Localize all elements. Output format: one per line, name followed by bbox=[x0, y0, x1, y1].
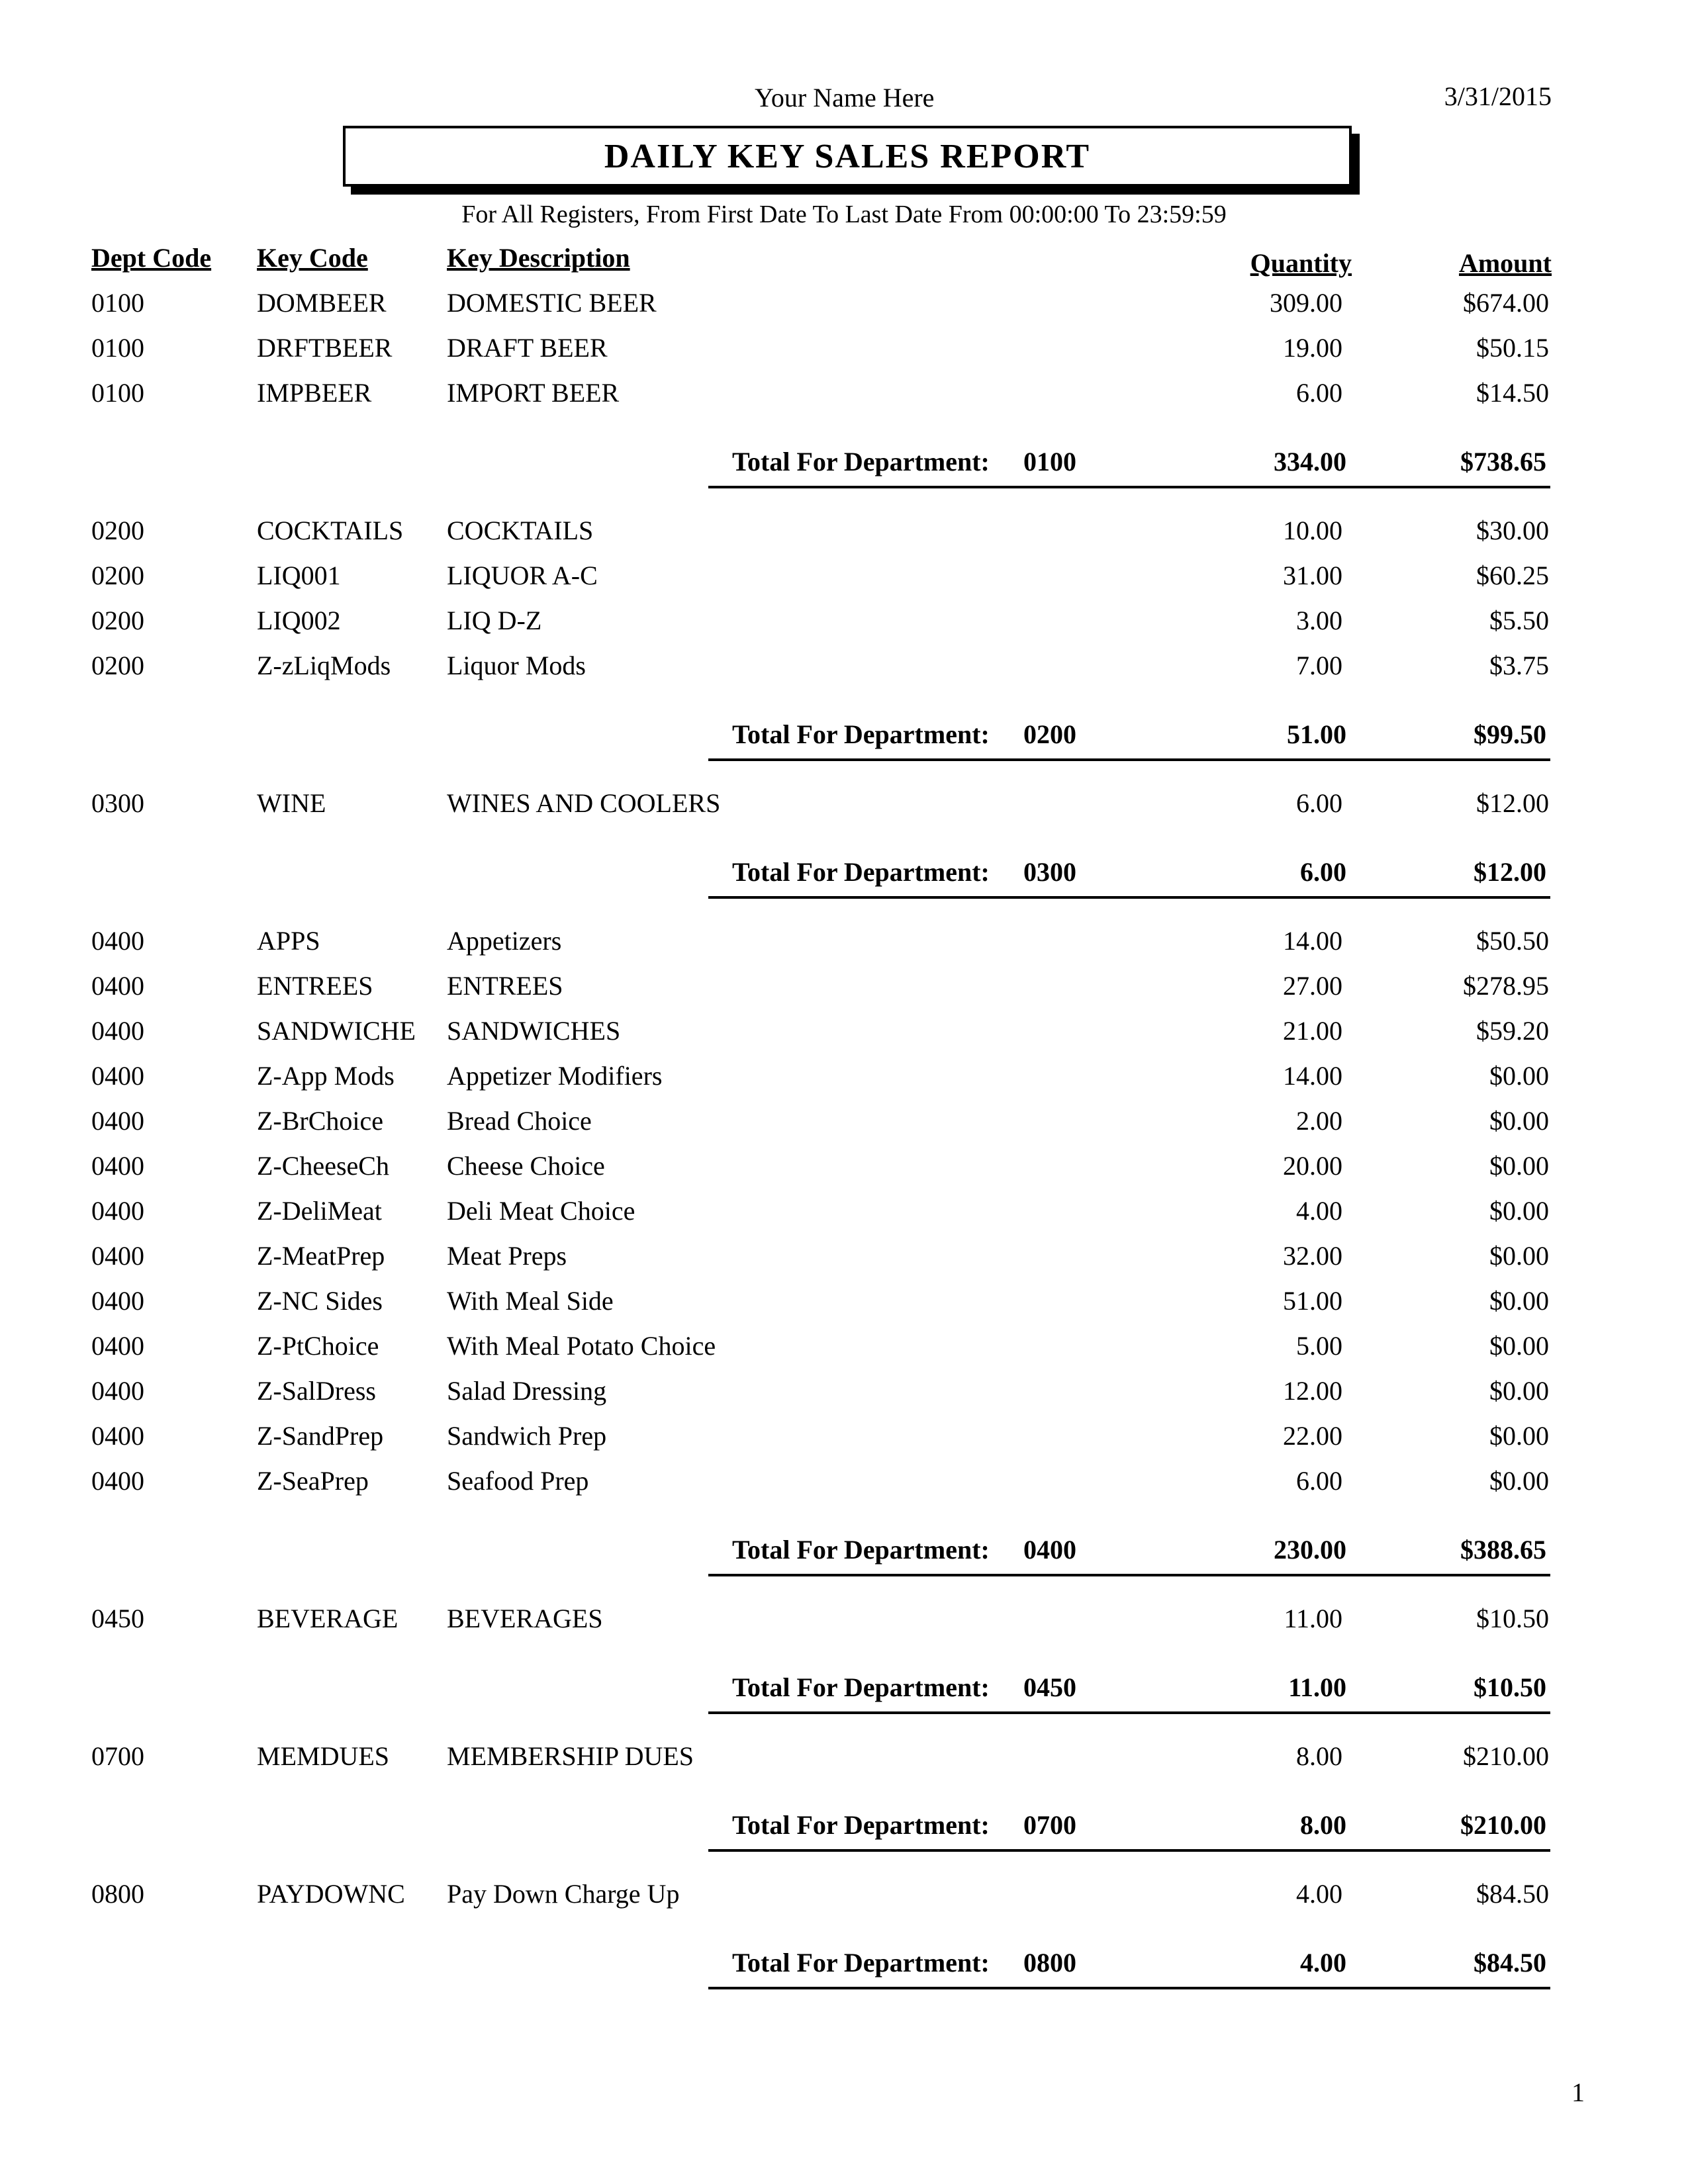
table-row bbox=[0, 1105, 1688, 1145]
row-key-code: Z-NC Sides bbox=[257, 1286, 383, 1316]
row-key-description: LIQ D-Z bbox=[447, 606, 542, 635]
row-dept-code: 0400 bbox=[91, 926, 144, 956]
row-key-code: Z-MeatPrep bbox=[257, 1241, 385, 1271]
row-dept-code: 0450 bbox=[91, 1604, 144, 1633]
row-key-description: Meat Preps bbox=[447, 1241, 567, 1271]
table-row bbox=[0, 377, 1688, 417]
row-amount: $674.00 bbox=[1463, 288, 1549, 318]
table-row bbox=[0, 1420, 1688, 1460]
row-key-description: Seafood Prep bbox=[447, 1466, 589, 1496]
row-amount: $10.50 bbox=[1476, 1604, 1549, 1633]
row-amount: $14.50 bbox=[1476, 378, 1549, 408]
row-amount: $50.15 bbox=[1476, 333, 1549, 363]
table-row bbox=[0, 1465, 1688, 1505]
row-dept-code: 0300 bbox=[91, 788, 144, 818]
total-dept-code: 0300 bbox=[1023, 857, 1076, 887]
total-label: Total For Department: bbox=[732, 857, 990, 887]
row-dept-code: 0100 bbox=[91, 333, 144, 363]
total-amount: $388.65 bbox=[1460, 1535, 1546, 1565]
department-total-row bbox=[708, 1672, 1550, 1714]
table-row bbox=[0, 1060, 1688, 1100]
row-key-description: Appetizer Modifiers bbox=[447, 1061, 663, 1091]
row-amount: $0.00 bbox=[1489, 1286, 1549, 1316]
row-amount: $0.00 bbox=[1489, 1061, 1549, 1091]
report-owner-name: Your Name Here bbox=[755, 83, 935, 113]
total-quantity: 6.00 bbox=[1300, 857, 1346, 887]
row-dept-code: 0400 bbox=[91, 1331, 144, 1361]
row-dept-code: 0100 bbox=[91, 288, 144, 318]
row-key-code: ENTREES bbox=[257, 971, 373, 1001]
row-quantity: 27.00 bbox=[1283, 971, 1342, 1001]
total-quantity: 230.00 bbox=[1274, 1535, 1346, 1565]
table-row bbox=[0, 1741, 1688, 1780]
row-key-description: Pay Down Charge Up bbox=[447, 1879, 680, 1909]
row-key-description: Sandwich Prep bbox=[447, 1421, 607, 1451]
row-dept-code: 0400 bbox=[91, 1151, 144, 1181]
table-row bbox=[0, 1195, 1688, 1235]
row-dept-code: 0400 bbox=[91, 971, 144, 1001]
row-quantity: 20.00 bbox=[1283, 1151, 1342, 1181]
row-dept-code: 0400 bbox=[91, 1376, 144, 1406]
table-row bbox=[0, 1375, 1688, 1415]
total-dept-code: 0800 bbox=[1023, 1948, 1076, 1978]
row-key-description: LIQUOR A-C bbox=[447, 561, 598, 590]
row-dept-code: 0700 bbox=[91, 1741, 144, 1771]
row-key-code: LIQ001 bbox=[257, 561, 341, 590]
row-dept-code: 0400 bbox=[91, 1286, 144, 1316]
column-header-amount: Amount bbox=[1458, 248, 1552, 278]
row-quantity: 4.00 bbox=[1296, 1196, 1342, 1226]
row-dept-code: 0400 bbox=[91, 1016, 144, 1046]
table-row bbox=[0, 970, 1688, 1010]
table-row bbox=[0, 1240, 1688, 1280]
row-dept-code: 0400 bbox=[91, 1061, 144, 1091]
row-key-description: Salad Dressing bbox=[447, 1376, 607, 1406]
row-amount: $5.50 bbox=[1489, 606, 1549, 635]
table-row bbox=[0, 1330, 1688, 1370]
row-amount: $0.00 bbox=[1489, 1421, 1549, 1451]
table-row bbox=[0, 925, 1688, 965]
row-key-code: COCKTAILS bbox=[257, 516, 404, 545]
table-row bbox=[0, 1015, 1688, 1055]
total-amount: $738.65 bbox=[1460, 447, 1546, 477]
row-amount: $60.25 bbox=[1476, 561, 1549, 590]
row-key-description: Appetizers bbox=[447, 926, 562, 956]
total-quantity: 51.00 bbox=[1287, 719, 1346, 749]
total-quantity: 334.00 bbox=[1274, 447, 1346, 477]
row-key-code: Z-CheeseCh bbox=[257, 1151, 389, 1181]
row-key-description: ENTREES bbox=[447, 971, 563, 1001]
table-row bbox=[0, 788, 1688, 827]
row-dept-code: 0200 bbox=[91, 561, 144, 590]
row-key-code: DOMBEER bbox=[257, 288, 387, 318]
row-key-code: Z-SandPrep bbox=[257, 1421, 384, 1451]
row-key-code: APPS bbox=[257, 926, 320, 956]
table-row bbox=[0, 560, 1688, 600]
row-key-code: WINE bbox=[257, 788, 326, 818]
row-quantity: 3.00 bbox=[1296, 606, 1342, 635]
total-amount: $210.00 bbox=[1460, 1810, 1546, 1840]
row-amount: $278.95 bbox=[1463, 971, 1549, 1001]
row-quantity: 14.00 bbox=[1283, 1061, 1342, 1091]
row-amount: $59.20 bbox=[1476, 1016, 1549, 1046]
row-quantity: 8.00 bbox=[1296, 1741, 1342, 1771]
row-quantity: 19.00 bbox=[1283, 333, 1342, 363]
row-key-code: Z-SalDress bbox=[257, 1376, 376, 1406]
row-quantity: 31.00 bbox=[1283, 561, 1342, 590]
table-row bbox=[0, 332, 1688, 372]
row-key-code: Z-DeliMeat bbox=[257, 1196, 382, 1226]
department-total-row bbox=[708, 446, 1550, 488]
total-label: Total For Department: bbox=[732, 447, 990, 477]
table-row bbox=[0, 1603, 1688, 1643]
total-label: Total For Department: bbox=[732, 1535, 990, 1565]
row-dept-code: 0400 bbox=[91, 1466, 144, 1496]
row-dept-code: 0100 bbox=[91, 378, 144, 408]
row-quantity: 21.00 bbox=[1283, 1016, 1342, 1046]
row-quantity: 4.00 bbox=[1296, 1879, 1342, 1909]
row-key-description: BEVERAGES bbox=[447, 1604, 603, 1633]
department-total-row bbox=[708, 1534, 1550, 1576]
row-quantity: 309.00 bbox=[1270, 288, 1342, 318]
row-dept-code: 0200 bbox=[91, 606, 144, 635]
row-amount: $12.00 bbox=[1476, 788, 1549, 818]
column-header-key-description: Key Description bbox=[447, 243, 630, 273]
row-key-code: PAYDOWNC bbox=[257, 1879, 405, 1909]
total-dept-code: 0700 bbox=[1023, 1810, 1076, 1840]
row-key-code: MEMDUES bbox=[257, 1741, 390, 1771]
table-row bbox=[0, 1150, 1688, 1190]
total-dept-code: 0100 bbox=[1023, 447, 1076, 477]
row-quantity: 32.00 bbox=[1283, 1241, 1342, 1271]
row-quantity: 14.00 bbox=[1283, 926, 1342, 956]
row-quantity: 22.00 bbox=[1283, 1421, 1342, 1451]
row-dept-code: 0400 bbox=[91, 1241, 144, 1271]
report-date: 3/31/2015 bbox=[1444, 81, 1552, 111]
row-quantity: 12.00 bbox=[1283, 1376, 1342, 1406]
department-total-row bbox=[708, 719, 1550, 761]
row-quantity: 6.00 bbox=[1296, 378, 1342, 408]
row-dept-code: 0200 bbox=[91, 651, 144, 680]
row-key-description: MEMBERSHIP DUES bbox=[447, 1741, 694, 1771]
row-amount: $50.50 bbox=[1476, 926, 1549, 956]
total-label: Total For Department: bbox=[732, 1672, 990, 1702]
row-key-code: Z-SeaPrep bbox=[257, 1466, 369, 1496]
row-key-code: Z-App Mods bbox=[257, 1061, 395, 1091]
row-amount: $0.00 bbox=[1489, 1151, 1549, 1181]
row-quantity: 51.00 bbox=[1283, 1286, 1342, 1316]
department-total-row bbox=[708, 1809, 1550, 1852]
total-dept-code: 0200 bbox=[1023, 719, 1076, 749]
total-quantity: 4.00 bbox=[1300, 1948, 1346, 1978]
row-amount: $30.00 bbox=[1476, 516, 1549, 545]
row-key-code: Z-BrChoice bbox=[257, 1106, 384, 1136]
row-quantity: 6.00 bbox=[1296, 1466, 1342, 1496]
row-amount: $210.00 bbox=[1463, 1741, 1549, 1771]
total-dept-code: 0400 bbox=[1023, 1535, 1076, 1565]
total-quantity: 8.00 bbox=[1300, 1810, 1346, 1840]
row-quantity: 5.00 bbox=[1296, 1331, 1342, 1361]
row-key-description: Bread Choice bbox=[447, 1106, 592, 1136]
row-key-code: LIQ002 bbox=[257, 606, 341, 635]
row-key-description: DOMESTIC BEER bbox=[447, 288, 657, 318]
row-key-description: With Meal Side bbox=[447, 1286, 614, 1316]
department-total-row bbox=[708, 1947, 1550, 1989]
row-key-description: Cheese Choice bbox=[447, 1151, 605, 1181]
row-key-code: DRFTBEER bbox=[257, 333, 393, 363]
row-quantity: 11.00 bbox=[1284, 1604, 1342, 1633]
table-row bbox=[0, 515, 1688, 555]
page-number: 1 bbox=[1571, 2077, 1585, 2107]
row-key-description: Liquor Mods bbox=[447, 651, 586, 680]
total-amount: $99.50 bbox=[1474, 719, 1546, 749]
row-key-code: SANDWICHE bbox=[257, 1016, 416, 1046]
table-row bbox=[0, 650, 1688, 690]
row-key-description: WINES AND COOLERS bbox=[447, 788, 721, 818]
total-label: Total For Department: bbox=[732, 1810, 990, 1840]
row-dept-code: 0400 bbox=[91, 1421, 144, 1451]
row-quantity: 6.00 bbox=[1296, 788, 1342, 818]
row-key-code: Z-zLiqMods bbox=[257, 651, 391, 680]
row-quantity: 7.00 bbox=[1296, 651, 1342, 680]
total-amount: $12.00 bbox=[1474, 857, 1546, 887]
row-amount: $0.00 bbox=[1489, 1196, 1549, 1226]
row-amount: $0.00 bbox=[1489, 1241, 1549, 1271]
row-key-description: With Meal Potato Choice bbox=[447, 1331, 716, 1361]
report-title: DAILY KEY SALES REPORT bbox=[343, 126, 1352, 187]
row-key-description: IMPORT BEER bbox=[447, 378, 620, 408]
table-row bbox=[0, 605, 1688, 645]
column-header-key-code: Key Code bbox=[257, 243, 368, 273]
row-amount: $0.00 bbox=[1489, 1331, 1549, 1361]
row-key-code: IMPBEER bbox=[257, 378, 372, 408]
total-quantity: 11.00 bbox=[1288, 1672, 1346, 1702]
row-dept-code: 0200 bbox=[91, 516, 144, 545]
row-key-code: Z-PtChoice bbox=[257, 1331, 379, 1361]
row-dept-code: 0400 bbox=[91, 1106, 144, 1136]
row-quantity: 10.00 bbox=[1283, 516, 1342, 545]
table-row bbox=[0, 1285, 1688, 1325]
total-amount: $84.50 bbox=[1474, 1948, 1546, 1978]
row-key-description: DRAFT BEER bbox=[447, 333, 608, 363]
row-amount: $0.00 bbox=[1489, 1466, 1549, 1496]
total-label: Total For Department: bbox=[732, 1948, 990, 1978]
row-amount: $84.50 bbox=[1476, 1879, 1549, 1909]
department-total-row bbox=[708, 856, 1550, 899]
row-amount: $3.75 bbox=[1489, 651, 1549, 680]
row-quantity: 2.00 bbox=[1296, 1106, 1342, 1136]
total-dept-code: 0450 bbox=[1023, 1672, 1076, 1702]
row-amount: $0.00 bbox=[1489, 1376, 1549, 1406]
row-key-description: SANDWICHES bbox=[447, 1016, 621, 1046]
row-dept-code: 0800 bbox=[91, 1879, 144, 1909]
table-row bbox=[0, 287, 1688, 327]
report-subtitle: For All Registers, From First Date To Last Date From 00:00:00 To 23:59:59 bbox=[461, 201, 1227, 228]
total-amount: $10.50 bbox=[1474, 1672, 1546, 1702]
column-header-dept-code: Dept Code bbox=[91, 243, 212, 273]
total-label: Total For Department: bbox=[732, 719, 990, 749]
row-key-description: COCKTAILS bbox=[447, 516, 594, 545]
row-amount: $0.00 bbox=[1489, 1106, 1549, 1136]
table-row bbox=[0, 1878, 1688, 1918]
row-key-description: Deli Meat Choice bbox=[447, 1196, 635, 1226]
row-key-code: BEVERAGE bbox=[257, 1604, 399, 1633]
row-dept-code: 0400 bbox=[91, 1196, 144, 1226]
column-header-quantity: Quantity bbox=[1250, 248, 1352, 278]
